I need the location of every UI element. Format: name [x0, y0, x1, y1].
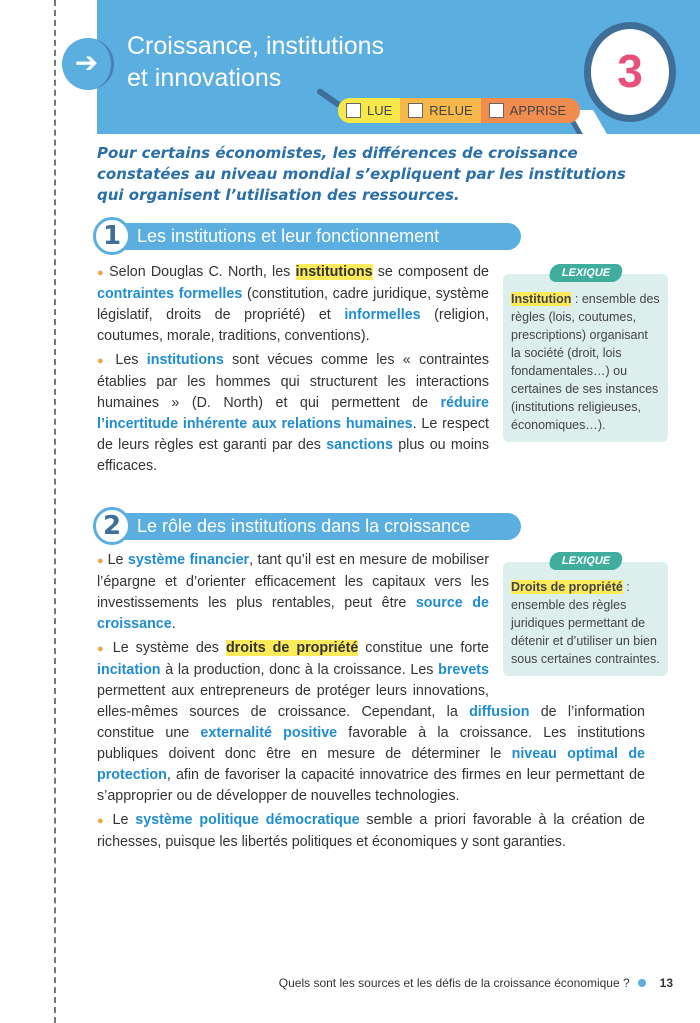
lexique-tag: LEXIQUE	[547, 552, 623, 570]
lexique-term: Droits de propriété	[511, 580, 623, 594]
bullet-icon: ●	[97, 355, 116, 367]
text: Selon Douglas C. North, les	[109, 264, 296, 280]
bullet-dot	[638, 979, 646, 987]
text: permettent aux entrepreneurs de protéger leurs innovations, elles-mêmes sources de croissance. Cependant, la	[97, 683, 489, 720]
text: Le	[112, 812, 136, 828]
checkbox[interactable]	[346, 103, 361, 118]
lexique-definition: : ensemble des règles (lois, coutumes, prescriptions) organisant la société (droit, lois fondamentales…) ou certaines de ses instances (institutions religieuses, économiques…).	[511, 292, 660, 432]
text: Le système des	[112, 640, 226, 656]
lexique-definition: : ensemble des règles juridiques permettant de détenir et d’utiliser un bien sous certaines contraintes.	[511, 580, 660, 666]
text: sont vécues comme les « contraintes établies par les hommes qui structurent les interactions humaines » (D. North) et qui permettent de	[97, 352, 490, 411]
page-footer	[279, 976, 673, 990]
progress-checklist	[338, 98, 580, 123]
footer-question: Quels sont les sources et les défis de la croissance économique ?	[278, 976, 630, 990]
text: de l’information constitue une	[97, 704, 645, 741]
text: favorable à la croissance. Les institutions publiques doivent donc être en mesure de déterminer le	[97, 725, 645, 762]
lexique-box	[503, 267, 668, 442]
bullet-icon: ●	[97, 267, 110, 279]
keyword: diffusion	[469, 704, 530, 720]
check-relue[interactable]: RELUE	[400, 98, 480, 123]
chapter-number: 3	[584, 22, 676, 122]
keyword: institutions	[146, 352, 224, 368]
text: Les	[115, 352, 147, 368]
lexique-tag: LEXIQUE	[547, 264, 623, 282]
keyword: système politique démocratique	[135, 812, 360, 828]
lexique-term: Institution	[511, 292, 572, 306]
text: constitue une forte	[358, 640, 489, 656]
text: Le	[107, 552, 128, 568]
keyword: source de croissance	[97, 595, 489, 632]
bullet-icon: ●	[97, 555, 108, 567]
keyword: contraintes formelles	[97, 286, 243, 302]
text: plus ou moins efficaces.	[97, 437, 489, 474]
text: , afin de favoriser la capacité innovatrice des firmes en leur permettant de s’approprier ou de développer de nouvelles technologies.	[97, 767, 645, 804]
keyword: incitation	[97, 662, 161, 678]
text: .	[171, 616, 176, 632]
page-number: 13	[659, 976, 673, 990]
checkbox[interactable]	[489, 103, 504, 118]
text: se composent de	[372, 264, 490, 280]
keyword: informelles	[344, 307, 421, 323]
text: , tant qu’il est en mesure de mobiliser l’épargne et d’orienter efficacement les capitaux vers les investissements les plus rentables, peut être	[97, 552, 489, 611]
text: (religion, coutumes, morale, traditions, conventions).	[97, 307, 489, 344]
check-apprise[interactable]: APPRISE	[481, 98, 580, 123]
text: (constitution, cadre juridique, système législatif, droits de propriété) et	[97, 286, 489, 323]
keyword: sanctions	[326, 437, 393, 453]
page-title: Croissance, institutions et innovations	[127, 32, 385, 92]
check-lue[interactable]: LUE	[338, 98, 400, 123]
highlighted-term: institutions	[295, 264, 373, 280]
bullet-icon: ●	[97, 643, 113, 655]
bullet-icon: ●	[97, 815, 113, 827]
keyword: système financier	[127, 552, 250, 568]
section-1-heading: 1 Les institutions et leur fonctionnement	[93, 217, 521, 255]
keyword: réduire l’incertitude inhérente aux relations humaines	[97, 395, 489, 432]
cut-line	[54, 0, 56, 1023]
text: . Le respect de leurs règles est garanti par des	[97, 416, 489, 453]
keyword: niveau optimal de protection	[97, 746, 646, 783]
section-2-body	[97, 550, 660, 856]
paragraph	[97, 810, 645, 853]
text: semble a priori favorable à la création de richesses, puisque les libertés politiques et économiques y sont garanties.	[97, 812, 645, 850]
arrow-right-icon: ➔	[62, 38, 114, 90]
checkbox[interactable]	[408, 103, 423, 118]
text: à la production, donc à la croissance. Les	[160, 662, 439, 678]
intro-text: Pour certains économistes, les différences de croissance constatées au niveau mondial s’expliquent par les institutions qui organisent l’utilisation des ressources.	[97, 144, 626, 204]
section-1-body	[97, 262, 660, 480]
keyword: brevets	[438, 662, 489, 678]
keyword: externalité positive	[200, 725, 338, 741]
section-2-heading: 2 Le rôle des institutions dans la croissance	[93, 507, 521, 545]
highlighted-term: droits de propriété	[225, 640, 359, 656]
lexique-box	[503, 555, 668, 676]
